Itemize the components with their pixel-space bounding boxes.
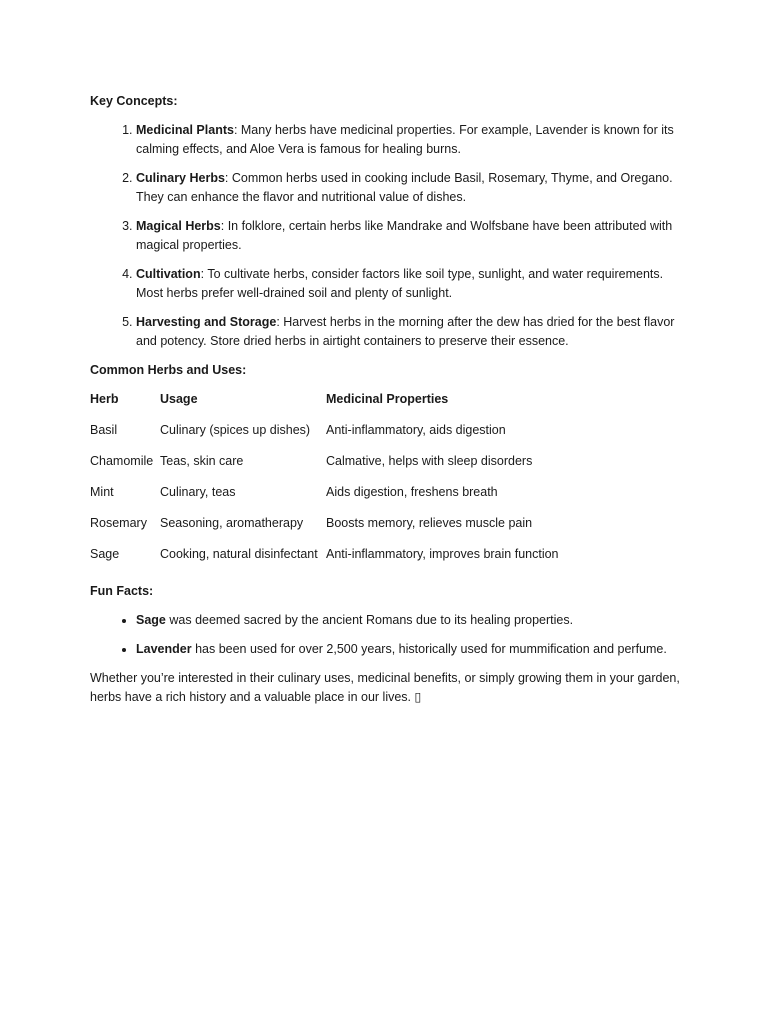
herb-cell: Sage [90,547,120,561]
herbs-table-heading: Common Herbs and Uses: [90,363,247,377]
concept-text: : In folklore, certain herbs like Mandrake and Wolfsbane have been attributed with magical properties. [136,219,673,252]
herb-cell: Mint [90,485,114,499]
list-item [136,217,678,255]
concept-text: : Harvest herbs in the morning after the dew has dried for the best flavor and potency. Store dried herbs in airtight containers to preserve their essence. [136,315,675,348]
herb-cell: Basil [90,423,118,437]
fact-text: has been used for over 2,500 years, historically used for mummification and perfume. [191,642,667,656]
medicinal-cell: Anti-inflammatory, aids digestion [326,423,506,437]
closing-paragraph [90,669,680,707]
fun-facts-heading: Fun Facts: [90,584,154,598]
key-concepts-heading: Key Concepts: [90,94,178,108]
table-row [90,421,561,452]
fact-term: Sage [136,613,166,627]
list-item [136,169,678,207]
medicinal-cell: Anti-inflammatory, improves brain function [326,547,559,561]
table-header-row [90,390,561,421]
column-header-usage: Usage [160,392,198,406]
usage-cell: Cooking, natural disinfectant [160,547,318,561]
list-item [136,640,678,659]
concept-text: : Common herbs used in cooking include Basil, Rosemary, Thyme, and Oregano. They can enhance the flavor and nutritional value of dishes. [136,171,673,204]
herbs-table [90,390,561,576]
usage-cell: Culinary (spices up dishes) [160,423,311,437]
usage-cell: Teas, skin care [160,454,244,468]
concept-text: : Many herbs have medicinal properties. For example, Lavender is known for its calming effects, and Aloe Vera is famous for healing burns. [136,123,674,156]
list-item [136,313,678,351]
usage-cell: Culinary, teas [160,485,236,499]
missing-glyph-icon: ▯ [414,690,422,704]
table-row [90,514,561,545]
list-item [136,611,678,630]
list-item [136,121,678,159]
column-header-herb: Herb [90,392,119,406]
concept-term: Medicinal Plants [136,123,234,137]
concept-text: : To cultivate herbs, consider factors like soil type, sunlight, and water requirements. Most herbs prefer well-drained soil and plenty of sunlight. [136,267,664,300]
herb-cell: Chamomile [90,454,154,468]
list-item [136,265,678,303]
medicinal-cell: Calmative, helps with sleep disorders [326,454,533,468]
table-row [90,452,561,483]
closing-text: Whether you’re interested in their culinary uses, medicinal benefits, or simply growing them in your garden, herbs have a rich history and a valuable place in our lives. [90,671,680,704]
fun-facts-list [90,611,678,659]
concept-term: Culinary Herbs [136,171,225,185]
fact-text: was deemed sacred by the ancient Romans due to its healing properties. [165,613,574,627]
concept-term: Cultivation [136,267,201,281]
medicinal-cell: Boosts memory, relieves muscle pain [326,516,533,530]
key-concepts-list [90,121,678,351]
table-row [90,545,561,576]
herb-cell: Rosemary [90,516,147,530]
usage-cell: Seasoning, aromatherapy [160,516,304,530]
fact-term: Lavender [136,642,192,656]
concept-term: Magical Herbs [136,219,221,233]
medicinal-cell: Aids digestion, freshens breath [326,485,498,499]
table-row [90,483,561,514]
column-header-medicinal: Medicinal Properties [326,392,449,406]
concept-term: Harvesting and Storage [136,315,277,329]
